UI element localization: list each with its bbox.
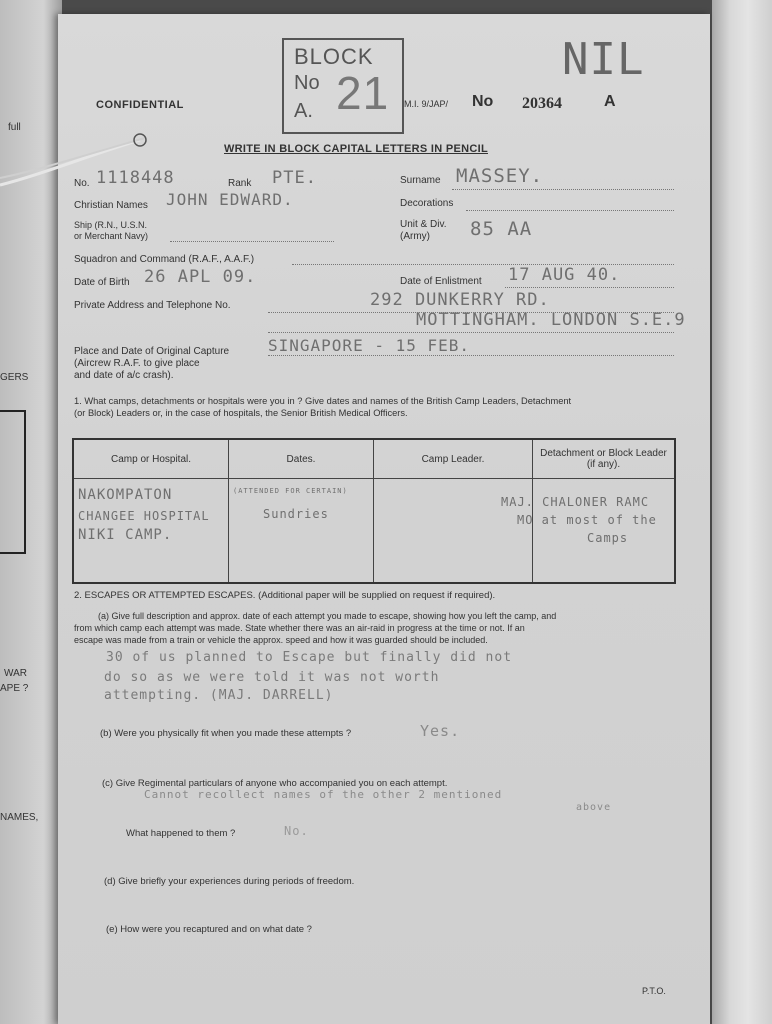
enlistment-label: Date of Enlistment: [400, 276, 482, 287]
q2c-subquestion: What happened to them ?: [126, 828, 236, 839]
dates-cell: [229, 479, 374, 584]
leader-entry: MAJ. CHALONER RAMC: [501, 495, 650, 509]
header-camp: Camp or Hospital.: [73, 439, 229, 479]
rank-value: PTE.: [272, 168, 317, 188]
no-value: 1118448: [96, 168, 175, 188]
address-value-1: 292 DUNKERRY RD.: [370, 290, 550, 310]
capture-label-3: and date of a/c crash).: [74, 370, 174, 381]
form-code: M.I. 9/JAP/: [404, 99, 449, 109]
left-page-text: NAMES,: [0, 812, 39, 823]
unit-label-2: (Army): [400, 231, 430, 242]
unit-label: Unit & Div.: [400, 219, 447, 230]
q1-text-2: (or Block) Leaders or, in the case of hospitals, the Senior British Medical Officers.: [74, 408, 408, 418]
address-label: Private Address and Telephone No.: [74, 300, 231, 311]
q2c-answer-2: above: [576, 802, 612, 813]
dob-label: Date of Birth: [74, 277, 130, 288]
squadron-label: Squadron and Command (R.A.F., A.A.F.): [74, 254, 255, 265]
q2a-answer: 30 of us planned to Escape but finally did not: [106, 650, 513, 665]
camp-entry: CHANGEE HOSPITAL: [78, 509, 210, 523]
q2a-text-3: escape was made from a train or vehicle the approx. speed and how it was guarded should be included.: [74, 635, 488, 645]
handwritten-nil: NIL: [562, 34, 645, 85]
detachment-cell: [501, 479, 676, 584]
capture-value: SINGAPORE - 15 FEB.: [268, 336, 471, 355]
q2c-sub-answer: No.: [284, 824, 309, 838]
q2a-answer-3: attempting. (MAJ. DARRELL): [104, 688, 334, 703]
christian-names-value: JOHN EDWARD.: [166, 190, 294, 209]
camp-entry: NIKI CAMP.: [78, 527, 173, 543]
surname-line: [452, 189, 674, 190]
camps-table: [72, 438, 676, 584]
dates-entry: (ATTENDED FOR CERTAIN): [233, 487, 348, 495]
capture-label-2: (Aircrew R.A.F. to give place: [74, 358, 200, 369]
q2c-text: (c) Give Regimental particulars of anyone who accompanied you on each attempt.: [102, 778, 448, 789]
q2b-text: (b) Were you physically fit when you made these attempts ?: [100, 728, 352, 739]
left-page-text: WAR: [4, 668, 27, 679]
form-suffix: A: [604, 93, 616, 110]
dob-value: 26 APL 09.: [144, 267, 257, 287]
address-value-2: MOTTINGHAM. LONDON S.E.9: [416, 310, 686, 330]
ship-label: Ship (R.N., U.S.N.: [74, 220, 148, 230]
confidential-heading: CONFIDENTIAL: [96, 99, 184, 111]
stamp-no-text: No: [294, 72, 320, 94]
table-header-row: [73, 439, 675, 479]
enlistment-line: [505, 287, 674, 288]
christian-names-label: Christian Names: [74, 200, 148, 211]
form-no-label: No: [472, 93, 494, 110]
ship-line: [170, 241, 334, 242]
q2a-text-2: from which camp each attempt was made. State whether there was an air-raid in progress at the time or not. If an: [74, 623, 525, 633]
header-camp-leader: Camp Leader.: [374, 439, 533, 479]
camp-cell: [73, 479, 229, 584]
ship-label-2: or Merchant Navy): [74, 231, 149, 241]
right-background-pages: [712, 0, 772, 1024]
q2c-answer: Cannot recollect names of the other 2 mentioned: [144, 788, 503, 801]
address-line: [268, 312, 674, 313]
q2-title: 2. ESCAPES OR ATTEMPTED ESCAPES. (Additional paper will be supplied on request if required).: [74, 590, 496, 601]
q1-text: 1. What camps, detachments or hospitals were you in ? Give dates and names of the British Camp Leaders, Detachment: [74, 396, 572, 406]
block-stamp: [282, 38, 404, 134]
dates-entry: Sundries: [263, 507, 329, 521]
q2b-answer: Yes.: [420, 722, 461, 740]
leader-entry: Camps: [587, 531, 629, 545]
surname-value: MASSEY.: [456, 165, 544, 187]
left-page-text: full: [8, 122, 21, 133]
enlistment-value: 17 AUG 40.: [508, 265, 621, 285]
form-number: 20364: [522, 95, 562, 112]
left-page-text: APE ?: [0, 683, 29, 694]
surname-label: Surname: [400, 175, 441, 186]
q2a-text: (a) Give full description and approx. date of each attempt you made to escape, showing how you left the camp, and: [98, 611, 557, 621]
address-line-2: [268, 332, 674, 333]
instruction-heading: WRITE IN BLOCK CAPITAL LETTERS IN PENCIL: [224, 143, 488, 155]
stamp-block-text: BLOCK: [294, 44, 374, 69]
pto-label: P.T.O.: [642, 986, 666, 996]
left-page-table: [0, 410, 26, 554]
header-detachment-leader: Detachment or Block Leader (if any).: [533, 439, 676, 479]
capture-label: Place and Date of Original Capture: [74, 346, 230, 357]
leader-entry: MO at most of the: [517, 513, 657, 527]
decorations-label: Decorations: [400, 198, 454, 209]
decorations-line: [466, 210, 674, 211]
no-label: No.: [74, 178, 90, 189]
header-dates: Dates.: [229, 439, 374, 479]
q2a-answer-2: do so as we were told it was not worth: [104, 670, 440, 685]
rank-label: Rank: [228, 178, 252, 189]
left-page-text: GERS: [0, 372, 29, 383]
q2e-text: (e) How were you recaptured and on what date ?: [106, 924, 312, 935]
unit-value: 85 AA: [470, 218, 533, 240]
table-row: [73, 479, 675, 584]
camp-entry: NAKOMPATON: [78, 487, 173, 503]
stamp-handwritten-number: 21: [336, 67, 390, 119]
stamp-a-text: A.: [294, 100, 313, 122]
capture-line: [268, 355, 674, 356]
q2d-text: (d) Give briefly your experiences during periods of freedom.: [104, 876, 355, 887]
